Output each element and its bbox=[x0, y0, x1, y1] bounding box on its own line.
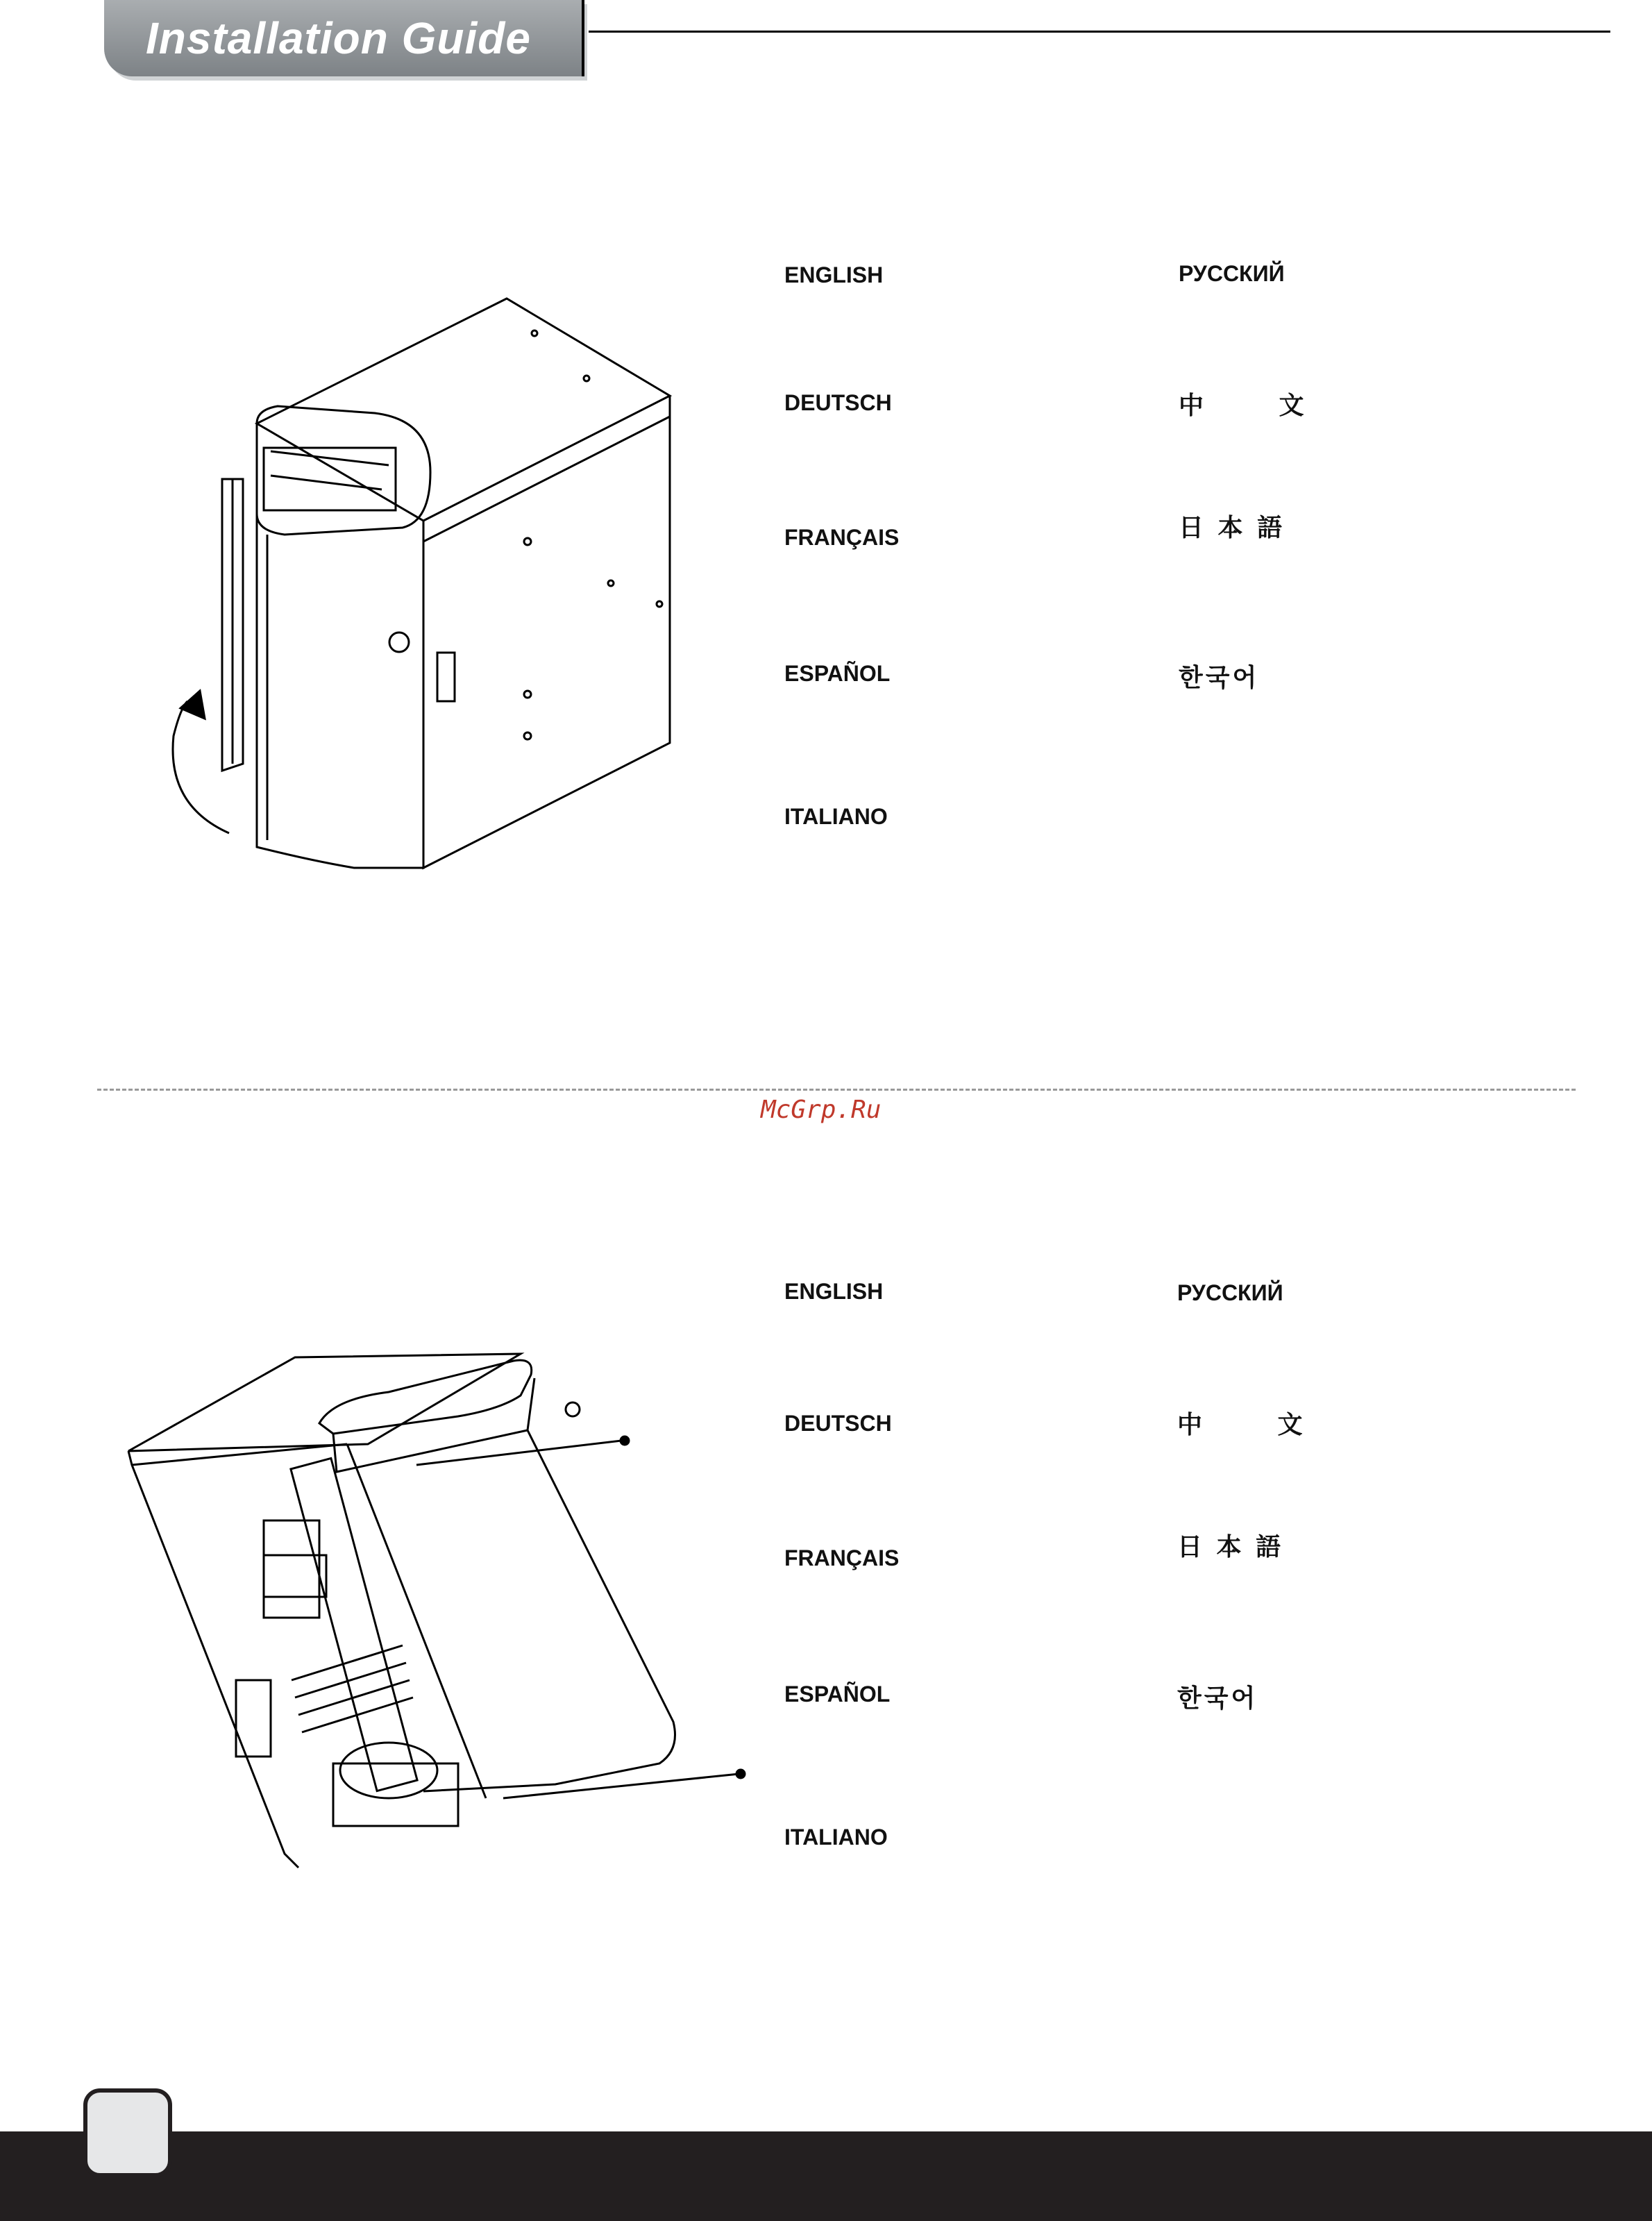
lang-deutsch: DEUTSCH bbox=[784, 390, 892, 415]
lang-italiano: ITALIANO bbox=[784, 1825, 888, 1850]
lang-korean: 한국어 bbox=[1177, 1684, 1258, 1713]
lang-chinese: 中 文 bbox=[1177, 1411, 1336, 1439]
lang-japanese: 日 本 語 bbox=[1177, 1533, 1284, 1561]
lang-russian: РУССКИЙ bbox=[1179, 261, 1285, 286]
lang-espanol: ESPAÑOL bbox=[784, 661, 891, 686]
lang-korean: 한국어 bbox=[1179, 664, 1260, 692]
section-divider bbox=[97, 1089, 1576, 1091]
step-2-section bbox=[0, 1111, 1652, 2083]
lang-deutsch: DEUTSCH bbox=[784, 1411, 892, 1436]
lang-chinese: 中 文 bbox=[1179, 392, 1338, 420]
lang-english: ENGLISH bbox=[784, 262, 884, 287]
step-1-section bbox=[0, 0, 1652, 1083]
lang-francais: FRANÇAIS bbox=[784, 1545, 900, 1570]
case-front-panel-illustration bbox=[153, 292, 694, 889]
lang-japanese: 日 本 語 bbox=[1179, 514, 1286, 542]
case-interior-illustration bbox=[125, 1319, 750, 2062]
lang-english: ENGLISH bbox=[784, 1279, 884, 1304]
lang-francais: FRANÇAIS bbox=[784, 525, 900, 550]
page-title: Installation Guide bbox=[146, 13, 531, 63]
lang-italiano: ITALIANO bbox=[784, 804, 888, 829]
watermark: McGrp.Ru bbox=[761, 1096, 882, 1124]
page-number-badge bbox=[83, 2088, 172, 2177]
lang-espanol: ESPAÑOL bbox=[784, 1682, 891, 1707]
footer-bar bbox=[0, 2131, 1652, 2221]
lang-russian: РУССКИЙ bbox=[1177, 1280, 1283, 1305]
